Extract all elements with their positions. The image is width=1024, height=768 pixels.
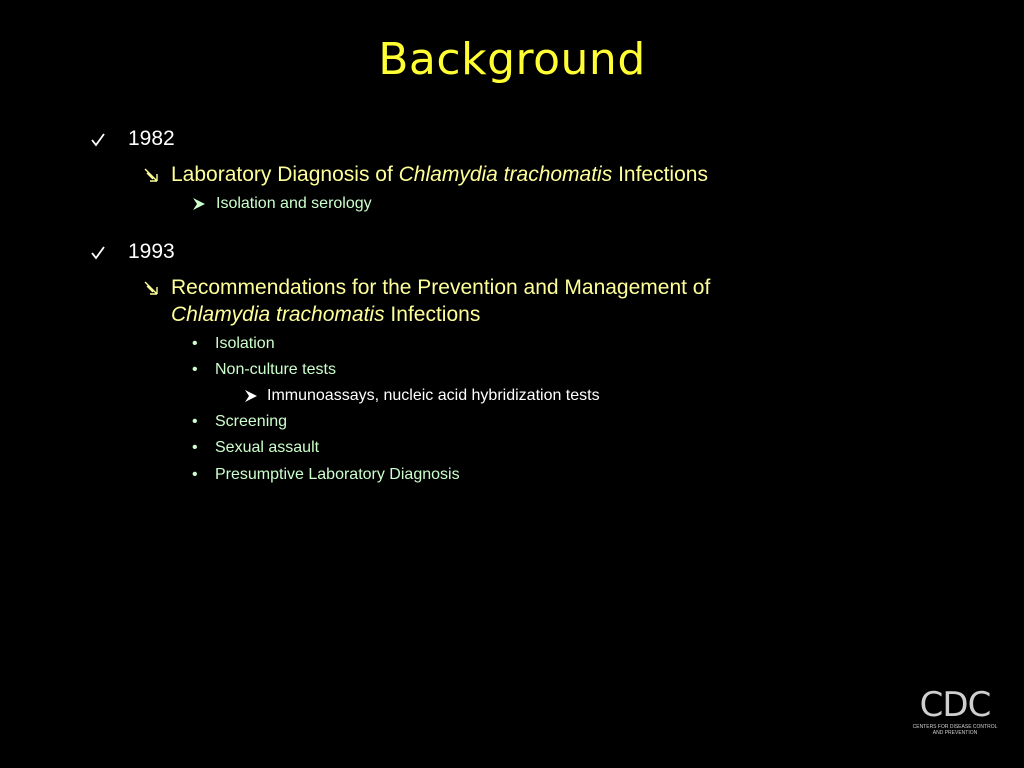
slide-title: Background: [378, 34, 646, 85]
bullet-dot-icon: •: [192, 413, 198, 430]
bullet-dot-icon: •: [192, 439, 198, 456]
heading-1993-line2: Chlamydia trachomatis Infections: [171, 303, 481, 326]
bullet-dot-icon: •: [192, 466, 198, 483]
checkmark-icon: [90, 245, 106, 261]
heading-1982-text: Laboratory Diagnosis of Chlamydia trachomatis Infections: [171, 163, 708, 186]
arrowhead-icon: [244, 389, 258, 403]
cdc-logo: CDC CENTERS FOR DISEASE CONTROL AND PREVENTION: [912, 685, 998, 736]
arrowhead-icon: [192, 197, 206, 211]
slide: Background 1982 Laboratory Diagnosis of Chlamydia trachomatis Infections Isolation and serology 1993 Recommendations for the Prevention and Management of Chlamydia trachomatis Infections • Isolation • Non-culture tests Immunoassays, nucleic acid hybridization tests • Screening • Sexual assault • Presumptive Laboratory Diagnosis CDC CENTERS FOR DISEASE CONTROL AND PREVENTION: [0, 0, 1024, 768]
outline-arrow-icon: [143, 167, 161, 183]
outline-arrow-icon: [143, 280, 161, 296]
checkmark-icon: [90, 132, 106, 148]
bullet-dot-icon: •: [192, 361, 198, 378]
bullet-dot-icon: •: [192, 335, 198, 352]
logo-subtitle: CENTERS FOR DISEASE CONTROL AND PREVENTION: [912, 724, 998, 736]
